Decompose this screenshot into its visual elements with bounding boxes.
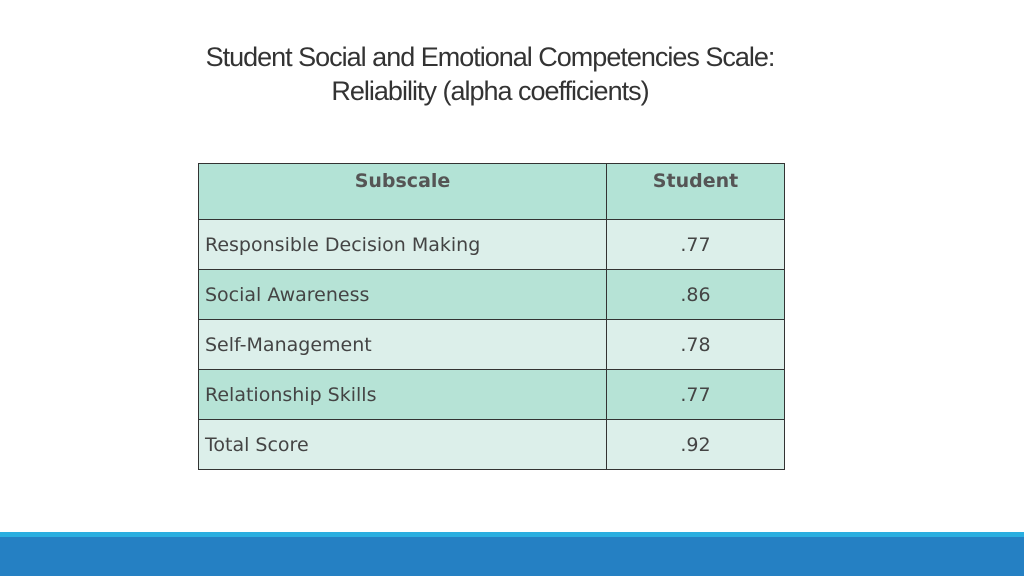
- table-row: [199, 320, 785, 370]
- value-cell: .78: [607, 320, 785, 370]
- table-row: [199, 370, 785, 420]
- subscale-cell: Social Awareness: [199, 270, 607, 320]
- subscale-cell: Relationship Skills: [199, 370, 607, 420]
- header-student: Student: [607, 164, 785, 220]
- value-cell: .77: [607, 220, 785, 270]
- title-line-2: Reliability (alpha coefficients): [331, 76, 649, 106]
- value-cell: .77: [607, 370, 785, 420]
- subscale-cell: Responsible Decision Making: [199, 220, 607, 270]
- table-row: [199, 270, 785, 320]
- reliability-table: [198, 163, 785, 470]
- value-cell: .92: [607, 420, 785, 470]
- table-row: [199, 420, 785, 470]
- slide-title: [0, 40, 980, 108]
- header-subscale: Subscale: [199, 164, 607, 220]
- title-line-1: Student Social and Emotional Competencies Scale:: [205, 42, 775, 72]
- subscale-cell: Total Score: [199, 420, 607, 470]
- footer-bar: [0, 537, 1024, 576]
- table-header: [199, 164, 785, 220]
- table-row: [199, 220, 785, 270]
- value-cell: .86: [607, 270, 785, 320]
- subscale-cell: Self-Management: [199, 320, 607, 370]
